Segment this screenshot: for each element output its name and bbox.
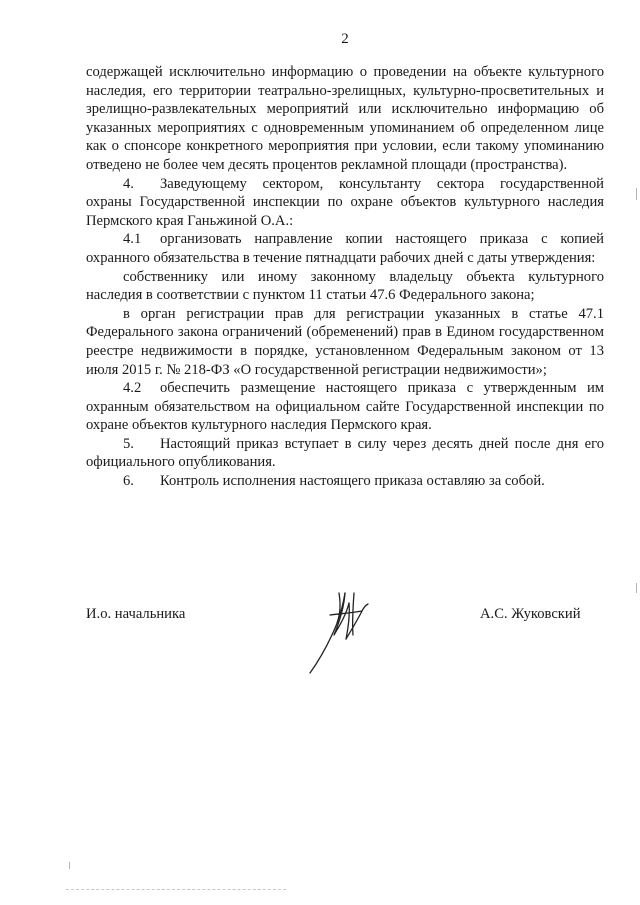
- scan-edge-mark: [636, 188, 637, 200]
- scan-edge-mark: [636, 583, 637, 593]
- paragraph-text: Заведующему сектором, консультанту сектора государственной охраны Государственной инспекции по охране объектов культурного наследия Пермского края Ганьжиной О.А.:: [86, 175, 604, 229]
- item-number: 4.: [123, 175, 134, 192]
- paragraph-text: организовать направление копии настоящего приказа с копией охранного обязательства в течение пятнадцати рабочих дней с даты утверждения:: [86, 231, 604, 266]
- page-number: 2: [341, 31, 349, 47]
- item-number: 4.1: [123, 231, 142, 248]
- paragraph-text: обеспечить размещение настоящего приказа с утвержденным им охранным обязательством на официальном сайте Государственной инспекции по охране объектов культурного наследия Пермского края.: [86, 380, 604, 434]
- handwritten-signature: [306, 585, 376, 675]
- paragraph-item-5: [86, 435, 604, 472]
- paragraph-item-4-2: [86, 379, 604, 435]
- signatory-title: И.о. начальника: [86, 606, 186, 622]
- scan-edge-mark: [69, 862, 70, 869]
- scan-bottom-line: [66, 889, 286, 890]
- signatory-name: А.С. Жуковский: [480, 606, 581, 622]
- paragraph-item-4-1: [86, 230, 604, 267]
- item-number: 5.: [123, 435, 134, 452]
- paragraph-recipient-owner: собственнику или иному законному владельцу объекта культурного наследия в соответствии с пунктом 11 статьи 47.6 Федерального закона;: [86, 268, 604, 304]
- paragraph-recipient-registry: в орган регистрации прав для регистрации указанных в статье 47.1 Федерального закона ограничений (обременений) прав в Едином государственном реестре недвижимости в порядке, установленном Федеральным законом от 13 июля 2015 г. № 218-ФЗ «О государственной регистрации недвижимости»;: [86, 305, 604, 378]
- item-number: 4.2: [123, 380, 142, 397]
- paragraph-continuation: содержащей исключительно информацию о проведении на объекте культурного наследия, его территории театрально-зрелищных, культурно-просветительных и зрелищно-развлекательных мероприятий или исключительно информацию об указанных мероприятиях с одновременным упоминанием об определенном лице как о спонсоре конкретного мероприятия при условии, если такому упоминанию отведено не более чем десять процентов рекламной площади (пространства).: [86, 64, 604, 173]
- paragraph-text: Контроль исполнения настоящего приказа оставляю за собой.: [160, 473, 545, 490]
- item-number: 6.: [123, 473, 134, 490]
- paragraph-text: Настоящий приказ вступает в силу через десять дней после дня его официального опубликования.: [86, 435, 604, 471]
- document-body: [86, 63, 604, 491]
- paragraph-item-4: [86, 175, 604, 231]
- paragraph-item-6: [86, 472, 604, 491]
